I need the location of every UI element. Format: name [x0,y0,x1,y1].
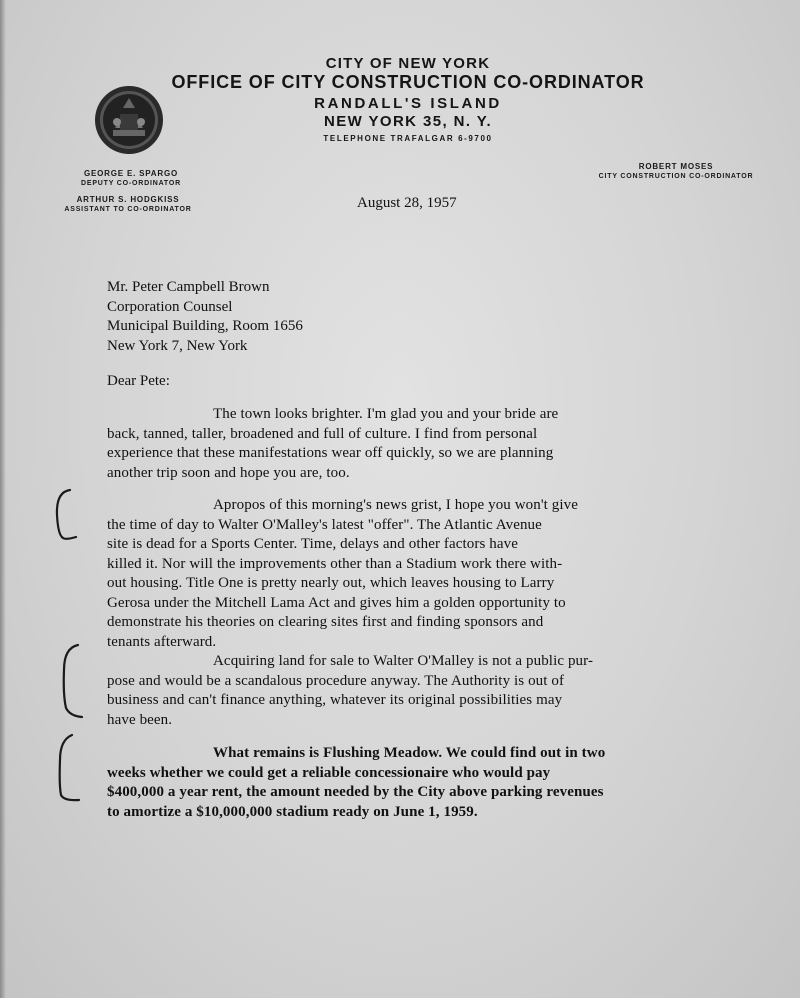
paragraph-3 [107,652,593,730]
paragraph-line: demonstrate his theories on clearing sites first and finding sponsors and [107,614,544,630]
staff-title: ASSISTANT TO CO-ORDINATOR [64,206,192,213]
paragraph-line: have been. [107,711,173,728]
staff-name: GEORGE E. SPARGO [84,169,178,178]
paragraph-line: pose and would be a scandalous procedure anyway. The Authority is out of [107,672,565,689]
paragraph-line: to amortize a $10,000,000 stadium ready on June 1, 1959. [107,803,478,820]
letterhead-city-line: NEW YORK 35, N. Y. [323,113,493,130]
staff-name: ROBERT MOSES [638,162,714,171]
staff-assistant [58,195,198,214]
paragraph-1 [107,405,558,483]
margin-bracket-mark [64,645,82,717]
address-line: Corporation Counsel [107,298,233,315]
paragraph-line: Gerosa under the Mitchell Lama Act and gives him a golden opportunity to [107,594,566,611]
paragraph-line: $400,000 a year rent, the amount needed by the City above parking revenues [107,784,604,800]
letterhead-city: CITY OF NEW YORK [325,55,491,72]
margin-bracket-mark [57,490,76,539]
address-line: Municipal Building, Room 1656 [107,318,303,334]
paragraph-line: back, tanned, taller, broadened and full of culture. I find from personal [107,425,538,442]
paragraph-line: What remains is Flushing Meadow. We could find out in two [213,745,606,761]
staff-name: ARTHUR S. HODGKISS [76,195,180,204]
staff-coordinator [592,162,760,181]
paragraph-line: another trip soon and hope you are, too. [107,464,350,481]
staff-title: DEPUTY CO-ORDINATOR [81,180,181,187]
paragraph-4 [107,744,605,822]
letterhead-telephone: TELEPHONE TRAFALGAR 6-9700 [323,134,493,143]
staff-title: CITY CONSTRUCTION CO-ORDINATOR [598,173,754,180]
paragraph-line: out housing. Title One is pretty nearly out, which leaves housing to Larry [107,575,555,591]
paragraph-line: weeks whether we could get a reliable concessionaire who would pay [107,764,551,781]
staff-deputy [66,169,196,188]
address-line: Mr. Peter Campbell Brown [107,279,270,295]
recipient-address [107,278,303,356]
page-edge-shadow [0,0,6,998]
paragraph-line: business and can't finance anything, whatever its original possibilities may [107,692,563,708]
paragraph-2 [107,496,578,652]
letterhead-location: RANDALL'S ISLAND [314,95,502,112]
margin-bracket-mark [60,735,79,800]
paragraph-line: experience that these manifestations wear off quickly, so we are planning [107,445,554,461]
paragraph-line: Apropos of this morning's news grist, I hope you won't give [213,497,579,513]
paragraph-line: the time of day to Walter O'Malley's latest "offer". The Atlantic Avenue [107,516,542,533]
salutation: Dear Pete: [107,373,170,389]
paragraph-line: site is dead for a Sports Center. Time, delays and other factors have [107,536,518,552]
letter-date: August 28, 1957 [357,195,457,211]
paragraph-line: tenants afterward. [107,633,217,650]
letterhead-office: OFFICE OF CITY CONSTRUCTION CO-ORDINATOR [171,72,645,92]
paragraph-line: The town looks brighter. I'm glad you and your bride are [213,406,559,422]
address-line: New York 7, New York [107,337,248,354]
paragraph-line: Acquiring land for sale to Walter O'Malley is not a public pur- [213,653,594,669]
paragraph-line: killed it. Nor will the improvements other than a Stadium work there with- [107,555,563,572]
